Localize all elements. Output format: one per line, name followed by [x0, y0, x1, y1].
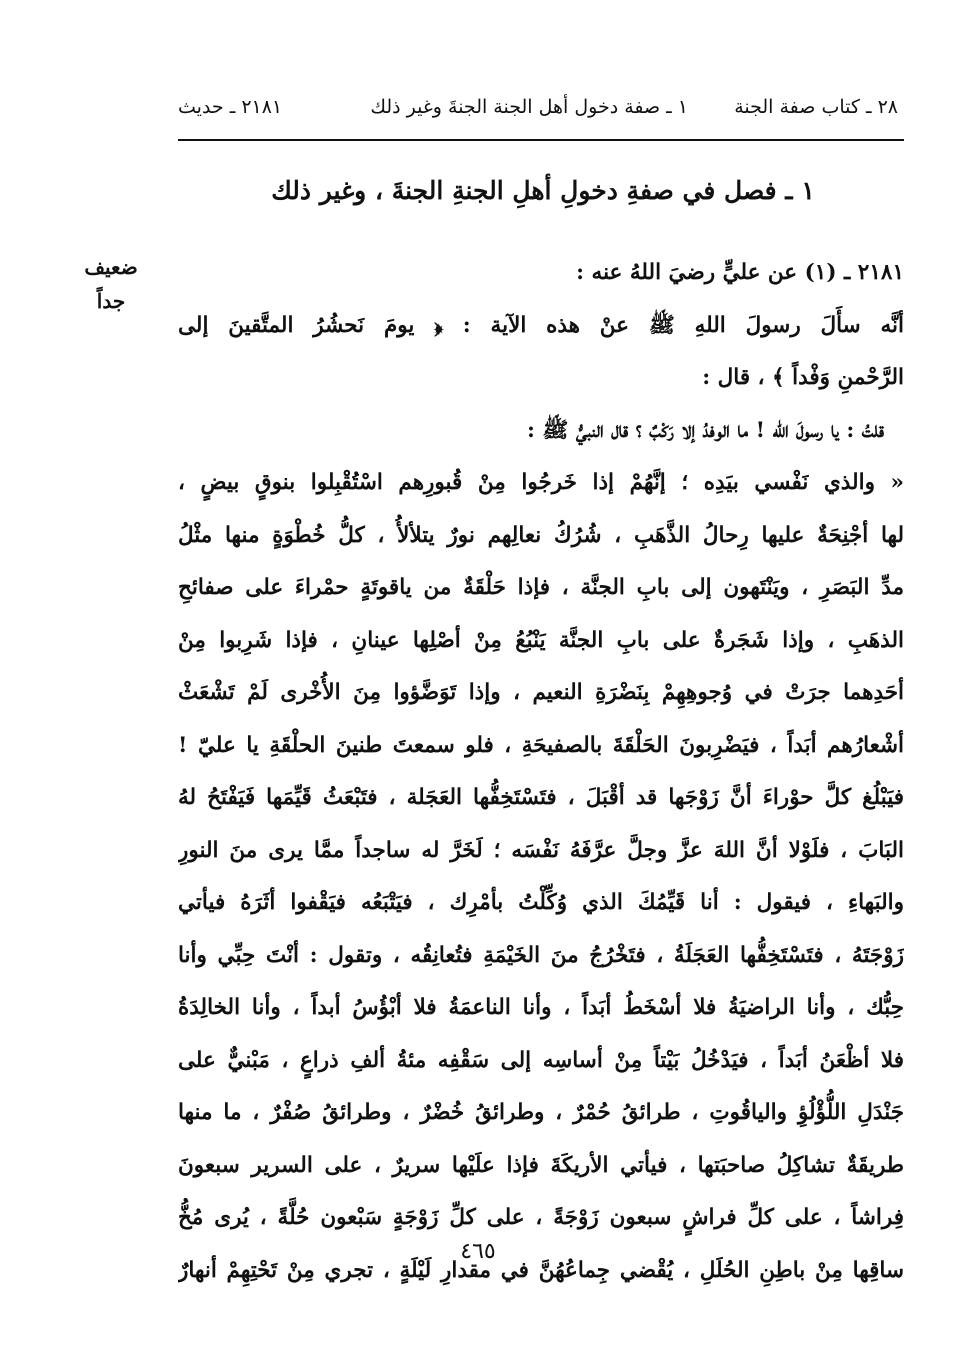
running-header — [178, 90, 898, 124]
header-book-title: ٢٨ ـ كتاب صفة الجنة — [734, 96, 898, 118]
text-line: والبَهاءِ ، فيقول : أنا قَيِّمُكَ الذي وُكِّلْتُ بأمْرِك ، فيَتْبَعُه فيَقْفوا أثَرَهُ فيأتي — [178, 890, 904, 915]
page-number: ٤٦٥ — [460, 1239, 496, 1264]
text-line: فِراشاً ، على كلِّ فراشٍ سبعون زَوْجَةً ، على كلِّ زَوْجَةٍ سَبْعون حُلَّةً ، يُرى مُخُّ — [178, 1205, 904, 1230]
text-line: البَابَ ، فلَوْلا أنَّ اللهَ عزَّ وجلَّ عرَّفَهُ نَفْسَه ؛ لَخَرَّ له ساجداً ممَّا يرى منَ النورِ — [178, 837, 904, 863]
text-line: حِبُّك ، وأنا الراضيَةُ فلا أسْخَطُ أبَداً ، وأنا الناعمَةُ فلا أبْؤُسُ أبداً ، وأنا الخالِدَةُ — [178, 995, 904, 1020]
text-line: مدِّ البَصَرِ ، ويَنْتَهون إلى بابِ الجنَّة ، فإذا حَلْقَةٌ من ياقوتَةٍ حمْراءَ على صفائحِ — [178, 575, 904, 600]
grade-word-1: ضعيف — [84, 255, 138, 279]
text-line: طريقَةٌ تشاكِلُ صاحبَتها ، فيأتي الأريكَةَ فإذا علَيْها سريرٌ ، على السرير سبعونَ — [178, 1152, 904, 1178]
header-hadith-number: ٢١٨١ ـ حديث — [178, 96, 283, 118]
header-section-title: ١ ـ صفة دخول أهل الجنة الجنةَ وغير ذلك — [370, 96, 688, 118]
hadith-grade — [76, 250, 146, 318]
text-line: « والذي نَفْسي بيَدِه ؛ إنَّهُمْ إذا خَرجُوا مِنْ قُبورِهم اسْتُقْبِلوا بنوقٍ بيضٍ ، — [178, 470, 904, 495]
text-line: أحَدِهما جرَتْ في وُجوهِهِمْ بِنَضْرَةِ النعيم ، وإذا تَوَضَّؤوا مِنَ الأُخْرى لَمْ تَشْعَثْ — [178, 680, 904, 705]
hadith-text — [178, 247, 904, 1297]
text-line: ٢١٨١ ـ (١) عن عليٍّ رضيَ اللهُ عنه : — [576, 260, 904, 285]
text-line: فيَبْلُغ كلَّ حوْراءَ أنَّ زَوْجَها قد أقْبَلَ ، فتَسْتَخِفُّها العَجَلة ، فتَبْعَثُ قَيِّمَها فَيَفْتَحُ لهُ — [178, 785, 904, 810]
text-line: فلا أظْعَنُ أبَداً ، فيَدْخُلُ بَيْتاً مِنْ أساسِه إلى سَقْفِه مئةُ ألفِ ذراعٍ ، مَبْنيٌّ على — [178, 1047, 904, 1073]
text-line: زَوْجَتَهُ ، فتَسْتَخِفُّها العَجَلَةُ ، فتَخْرُجُ منَ الخَيْمَةِ فتُعانِقُه ، وتقول : أنْتَ حِبِّي وأنا — [178, 942, 904, 968]
section-title: ١ ـ فصل في صفةِ دخولِ أهلِ الجنةِ الجنةَ ، وغير ذلك — [271, 176, 815, 205]
grade-word-2: جداً — [96, 289, 126, 313]
text-line: أنَّه سأَلَ رسولَ اللهِ ﷺ عنْ هذه الآية : ﴿ يومَ نَحشُرُ المتَّقينَ إلى — [178, 312, 904, 338]
text-line: أشْعارُهم أبَداً ، فيَضْرِبونَ الحَلْقَةَ بالصفيحَةِ ، فلو سمعتَ طنينَ الحلْقَةِ يا عليّ ! — [178, 732, 904, 758]
text-line: ساقِها مِنْ باطِنِ الحُلَلِ ، يُقْضي جِماعُهُنَّ في مقدارِ لَيْلَةٍ ، تجري مِنْ تَحْتِهِمْ أنهارٌ — [178, 1257, 904, 1283]
text-line: جَنْدَلِ اللُّؤْلُؤِ والياقُوتِ ، طرائقُ حُمْرٌ ، وطرائقُ خُضْرٌ ، وطرائقُ صُفْرٌ ، ما منها — [178, 1100, 904, 1125]
text-line: الرَّحْمنِ وَفْداً ﴾ ، قال : — [702, 365, 904, 390]
text-line: لها أجْنِحَةٌ عليها رِحالُ الذَّهَبِ ، شُرُكُ نعالِهم نورٌ يتلألأُ ، كلُّ خُطْوَةٍ منها مثْلُ — [178, 522, 904, 548]
text-line: قلتُ : يا رسولَ الله ! ما الوفدُ إلا رَكْبٌ ؟ قال النبيُّ ﷺ : — [526, 417, 884, 443]
text-line: الذهَبِ ، وإذا شَجَرةٌ على بابِ الجنَّة يَنْبُعُ مِنْ أصْلِها عينانِ ، فإذا شَرِبوا مِنْ — [178, 627, 904, 653]
header-divider — [178, 139, 904, 141]
